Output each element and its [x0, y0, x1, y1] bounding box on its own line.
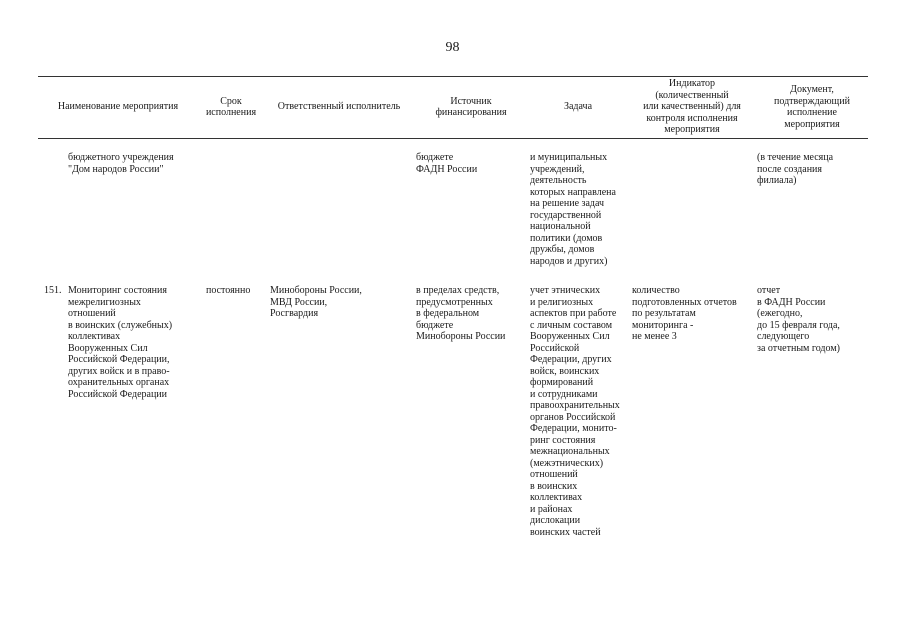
row-name: Мониторинг состояния межрелигиозных отношений в воинских (служебных) коллективах Вооруженных Сил Российской Федерации, других войск и в право- охранительных органах Российской Федерации: [68, 285, 173, 400]
header-indicator: Индикатор (количественный или качественный) для контроля исполнения мероприятия: [643, 78, 741, 136]
header-executor: Ответственный исполнитель: [277, 101, 401, 113]
header-term: Срок исполнения: [205, 95, 257, 118]
header-bottom-rule: [38, 138, 868, 139]
row-source: бюджете ФАДН России: [416, 152, 478, 175]
header-name: Наименование мероприятия: [57, 101, 179, 113]
header-source: Источник финансирования: [435, 95, 507, 118]
row-source: в пределах средств, предусмотренных в федеральном бюджете Минобороны России: [416, 285, 506, 342]
row-term: постоянно: [206, 285, 251, 296]
row-document: (в течение месяца после создания филиала): [757, 152, 834, 186]
row-executor: Минобороны России, МВД России, Росгвардия: [270, 285, 362, 319]
row-name: бюджетного учреждения "Дом народов России": [68, 152, 174, 175]
table-header: [38, 76, 868, 138]
row-indicator: количество подготовленных отчетов по результатам мониторинга - не менее 3: [632, 285, 737, 342]
header-document: Документ, подтверждающий исполнение мероприятия: [774, 84, 850, 130]
row-task: и муниципальных учреждений, деятельность которых направлена на решение задач государственной национальной политики (домов дружбы, домов народов и других): [530, 152, 616, 267]
page-number: 98: [445, 40, 460, 55]
header-task: Задача: [563, 101, 593, 113]
row-number: 151.: [44, 285, 62, 296]
row-document: отчет в ФАДН России (ежегодно, до 15 февраля года, следующего за отчетным годом): [757, 285, 840, 354]
row-task: учет этнических и религиозных аспектов при работе с личным составом Вооруженных Сил Российской Федерации, других войск, воинских формирований и сотрудниками правоохранительных органов Российской Федерации, монито- ринг состояния межнациональных (межэтнических) отношений в воинских коллективах и районах дислокации воинских частей: [530, 285, 620, 538]
